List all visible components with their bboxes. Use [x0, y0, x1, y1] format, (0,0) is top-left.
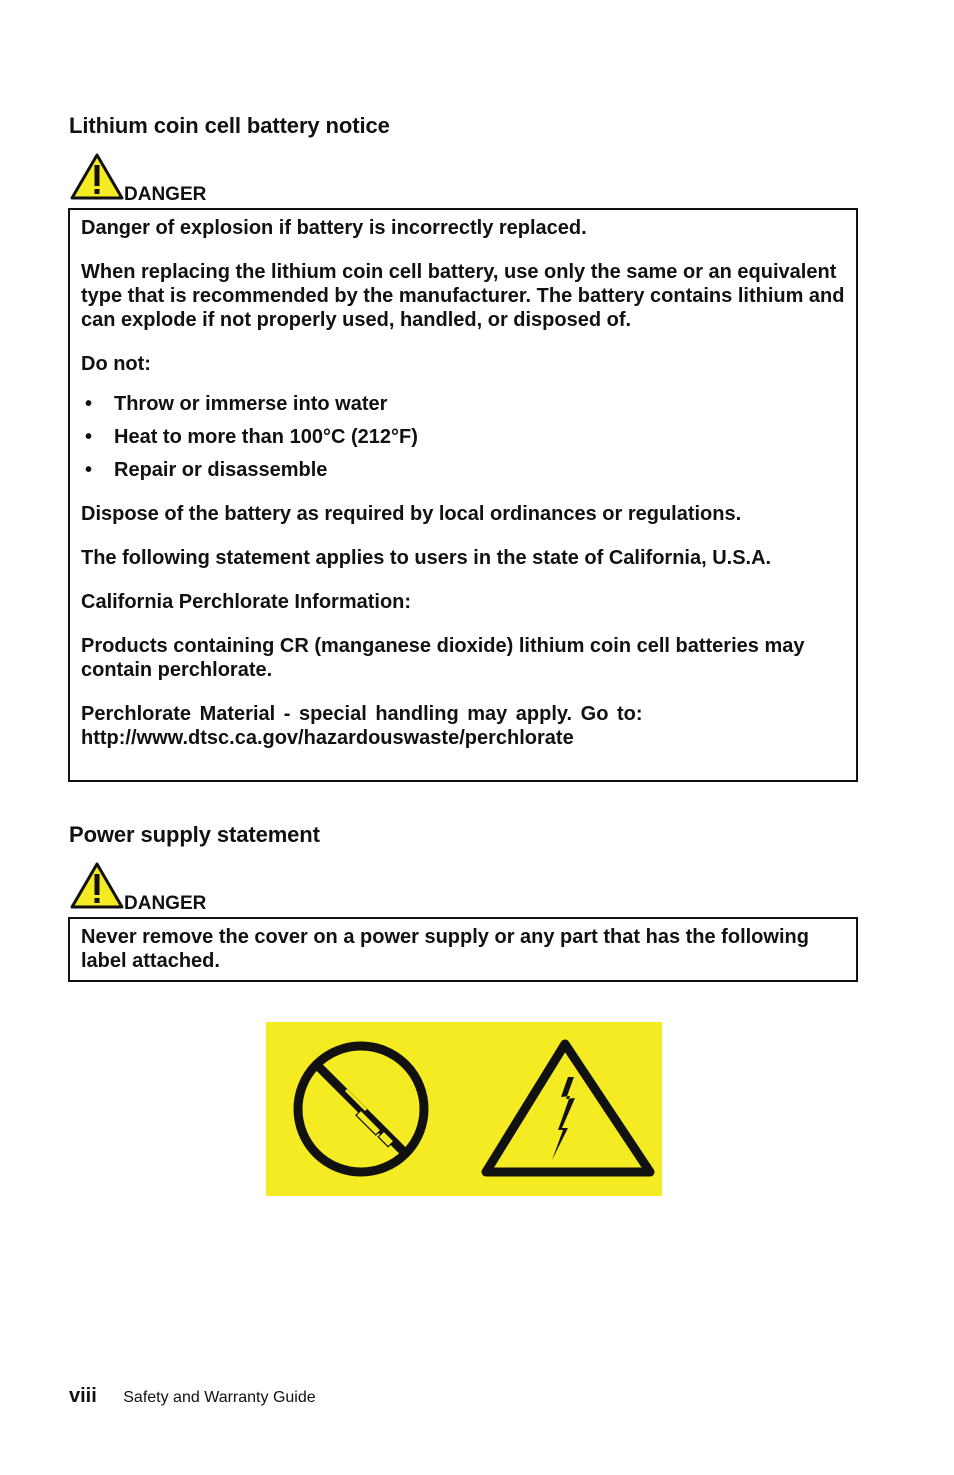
section-heading-lithium: Lithium coin cell battery notice: [69, 113, 390, 138]
list-item: [81, 458, 846, 482]
danger-box-power-supply: [68, 917, 858, 982]
bullet: •: [85, 426, 93, 448]
hazard-label-graphic: [266, 1022, 662, 1196]
warning-triangle-icon: [70, 861, 124, 911]
page-number: viii: [69, 1385, 97, 1407]
perchlorate-handling: Perchlorate Material - special handling may apply. Go to:: [81, 703, 643, 725]
list-item: [81, 392, 846, 416]
list-item-text: Throw or immerse into water: [114, 393, 388, 415]
list-item-text: Repair or disassemble: [114, 459, 328, 481]
hazard-label-image: [266, 1022, 662, 1196]
power-supply-warning: Never remove the cover on a power supply or any part that has the following label attached.: [81, 926, 809, 972]
perchlorate-link[interactable]: http://www.dtsc.ca.gov/hazardouswaste/perchlorate: [81, 727, 574, 749]
section-heading-power-supply: Power supply statement: [69, 822, 320, 847]
danger-label: DANGER: [124, 184, 207, 205]
no-screwdriver-icon: [298, 1046, 424, 1172]
do-not-list: [81, 392, 846, 482]
document-title: Safety and Warranty Guide: [123, 1389, 316, 1406]
bullet: •: [85, 393, 93, 415]
high-voltage-icon: [486, 1044, 650, 1172]
danger-header: [70, 861, 370, 915]
warning-triangle-icon: [70, 152, 124, 202]
bullet: •: [85, 459, 93, 481]
danger-header: [70, 152, 370, 206]
page-footer: [69, 1385, 316, 1408]
danger-box-lithium: [68, 208, 858, 782]
disposal-text: Dispose of the battery as required by local ordinances or regulations.: [81, 503, 742, 525]
danger-text: Danger of explosion if battery is incorrectly replaced.: [81, 217, 587, 239]
perchlorate-material: [81, 702, 846, 750]
replacement-instructions: When replacing the lithium coin cell battery, use only the same or an equivalent type that is recommended by the manufacturer. The battery contains lithium and can explode if not properly used, handled, or disposed of.: [81, 261, 845, 331]
perchlorate-heading: California Perchlorate Information:: [81, 591, 412, 613]
danger-label: DANGER: [124, 893, 207, 914]
perchlorate-products: Products containing CR (manganese dioxide) lithium coin cell batteries may contain perchlorate.: [81, 635, 805, 681]
do-not-label: Do not:: [81, 353, 151, 375]
list-item-text: Heat to more than 100°C (212°F): [114, 426, 418, 448]
list-item: [81, 425, 846, 449]
california-statement: The following statement applies to users in the state of California, U.S.A.: [81, 547, 772, 569]
